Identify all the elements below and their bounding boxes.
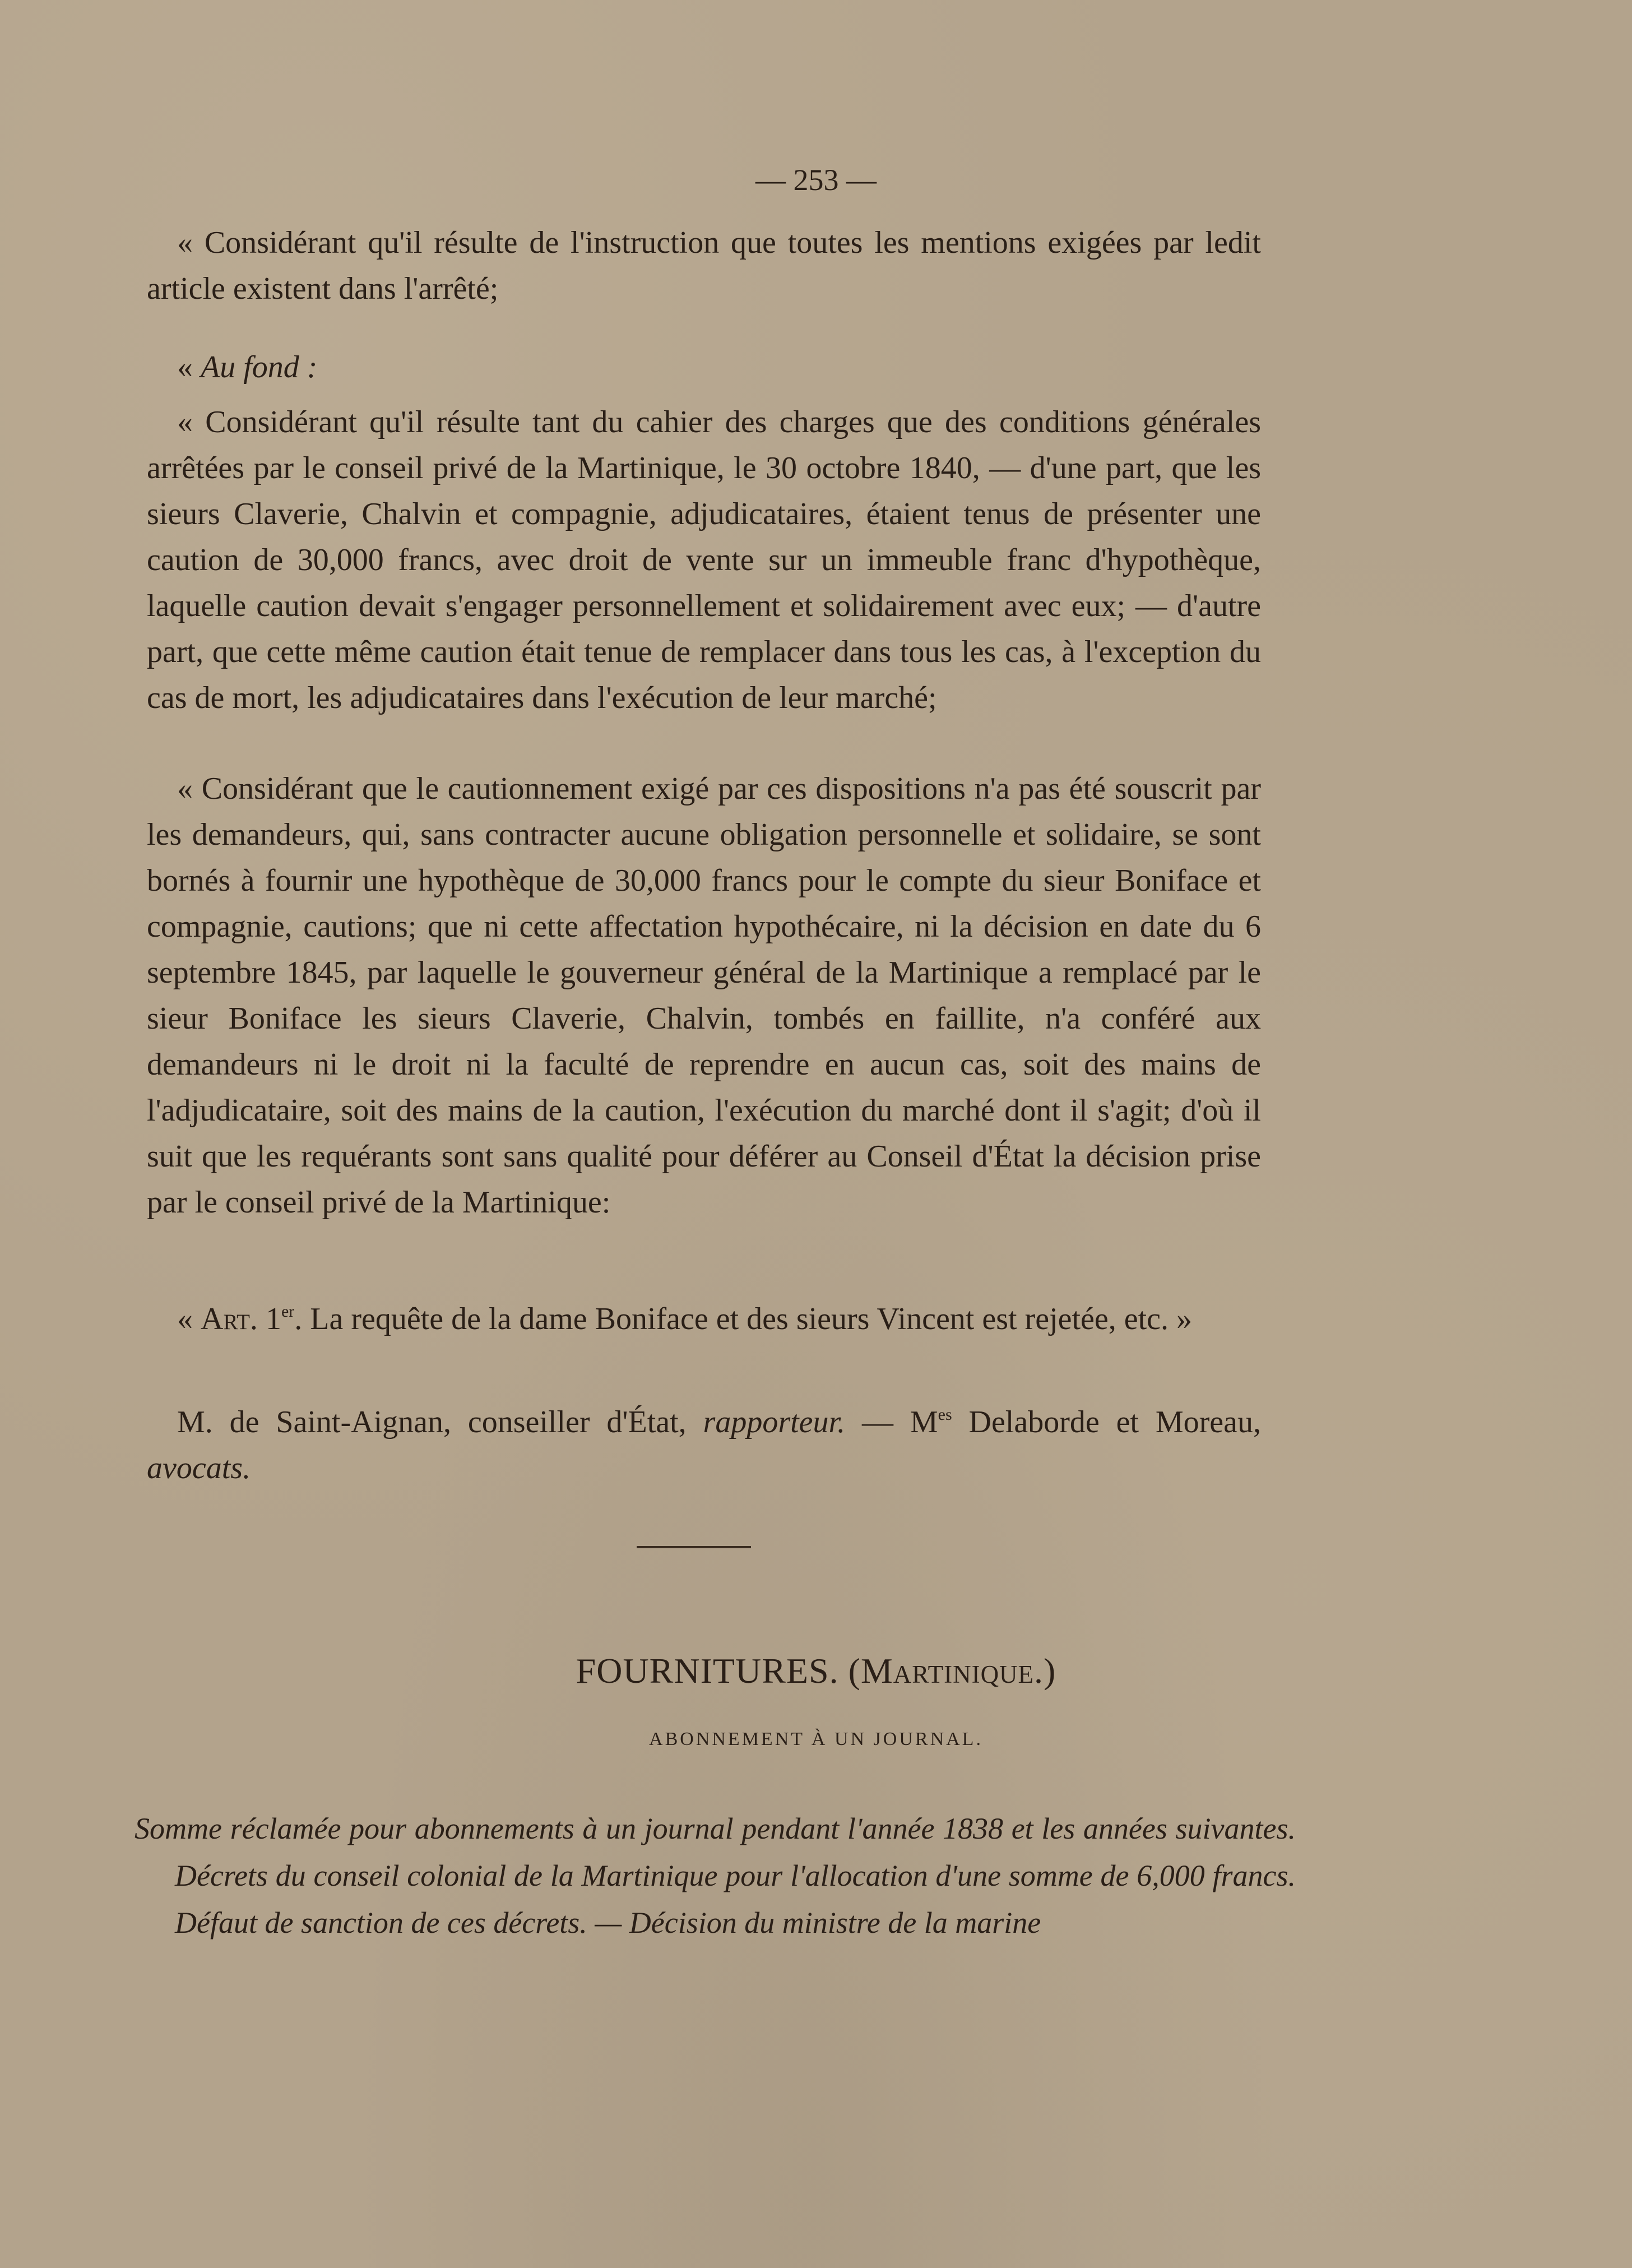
paragraph-au-fond [147,344,1261,390]
page-number: — 253 — [755,163,877,197]
quote-open: « [177,350,201,385]
section-subtitle: ABONNEMENT À UN JOURNAL. [649,1729,983,1749]
paragraph-considerant-cautionnement [147,766,1261,1225]
article-label: Art. [201,1302,258,1336]
paragraph-text: . La requête de la dame Boniface et des sieurs Vincent est rejetée, etc. » [294,1302,1193,1336]
section-title: FOURNITURES. (Martinique.) [576,1651,1056,1691]
paragraph-text: « Considérant qu'il résulte de l'instruction que toutes les mentions exigées par ledit article existent dans l'arrêté; [147,225,1261,306]
section-summary: Somme réclamée pour abonnements à un journal pendant l'année 1838 et les années suivantes. Décrets du conseil colonial de la Martinique pour l'allocation d'une somme de 6,000 francs. Défaut de sanction de ces décrets. — Décision du ministre de la marine [135,1812,1296,1940]
paragraph-article-1: « Art. 1er. La requête de la dame Boniface et des sieurs Vincent est rejetée, etc. » [177,1302,1193,1336]
paragraph-text: « Considérant que le cautionnement exigé par ces dispositions n'a pas été souscrit par les demandeurs, qui, sans contracter aucune obligation personnelle et solidaire, se sont bornés à fournir une hypothèque de 30,000 francs pour le compte du sieur Boniface et compagnie, cautions; que ni cette affectation hypothécaire, ni la décision en date du 6 septembre 1845, par laquelle le gouverneur général de la Martinique a remplacé par le sieur Boniface les sieurs Claverie, Chalvin, tombés en faillite, n'a conféré aux demandeurs ni le droit ni la faculté de reprendre en aucun cas, soit des mains de l'adjudicataire, soit des mains de la caution, l'exécution du marché dont il s'agit; d'où il suit que les requérants sont sans qualité pour déférer au Conseil d'État la décision prise par le conseil privé de la Martinique: [147,771,1261,1220]
au-fond-heading: Au fond : [201,350,318,385]
paragraph-signatories: M. de Saint-Aignan, conseiller d'État, rapporteur. — $M^{es}$ Delaborde et Moreau, avocats. [147,1405,1261,1485]
paragraph-considerant-cahier [147,399,1261,721]
paragraph-text: « Considérant qu'il résulte tant du cahier des charges que des conditions générales arrêtées par le conseil privé de la Martinique, le 30 octobre 1840, — d'une part, que les sieurs Claverie, Chalvin et compagnie, adjudicataires, étaient tenus de présenter une caution de 30,000 francs, avec droit de vente sur un immeuble franc d'hypothèque, laquelle caution devait s'engager personnellement et solidairement avec eux; — d'autre part, que cette même caution était tenue de remplacer dans tous les cas, à l'exception du cas de mort, les adjudicataires dans l'exécution de leur marché; [147,405,1261,715]
paragraph-considerant-instruction [147,220,1261,312]
section-divider [637,1546,751,1548]
